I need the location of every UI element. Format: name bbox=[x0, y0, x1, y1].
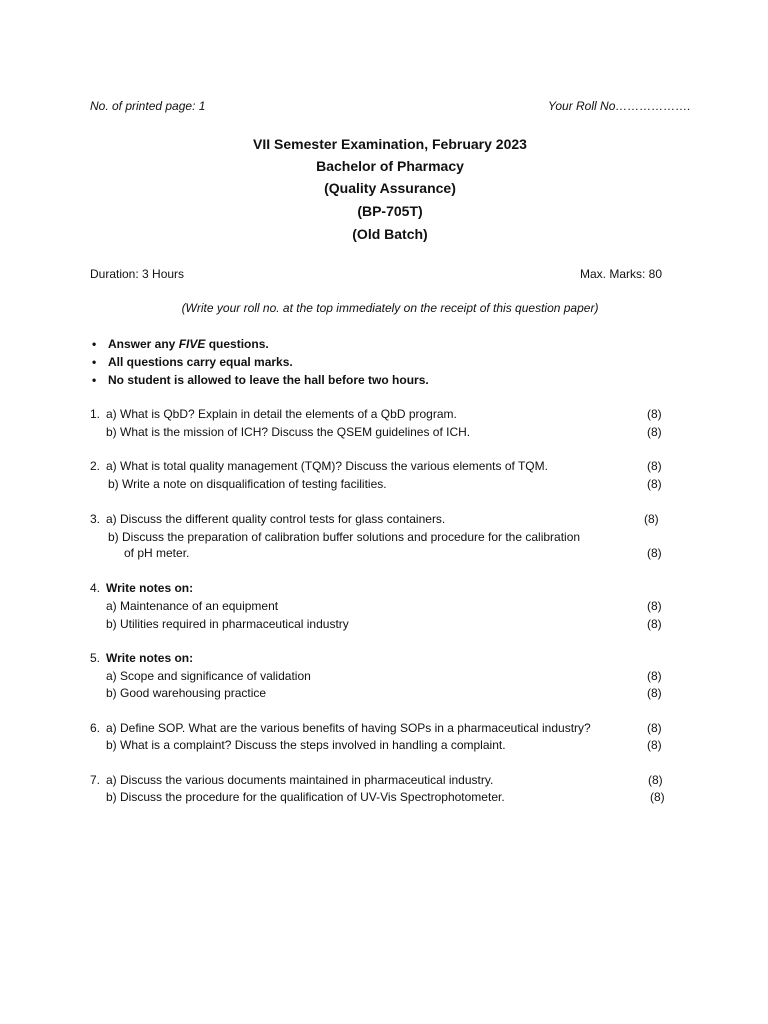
marks: (8) bbox=[647, 425, 662, 439]
marks: (8) bbox=[647, 686, 662, 700]
duration: Duration: 3 Hours bbox=[90, 267, 185, 281]
question-part: b) What is the mission of ICH? Discuss the QSEM guidelines of ICH. bbox=[106, 425, 471, 439]
question-part: a) Discuss the different quality control tests for glass containers. bbox=[106, 512, 446, 526]
question-part: a) Maintenance of an equipment bbox=[106, 599, 279, 613]
question-number: 7. bbox=[90, 773, 101, 787]
degree-title: Bachelor of Pharmacy bbox=[316, 158, 464, 174]
question-number: 4. bbox=[90, 581, 101, 595]
marks: (8) bbox=[647, 459, 662, 473]
question-part: b) Write a note on disqualification of testing facilities. bbox=[108, 477, 387, 491]
question-part-continued: of pH meter. bbox=[124, 546, 190, 560]
rule-emphasis: FIVE bbox=[178, 337, 206, 351]
marks: (8) bbox=[647, 669, 662, 683]
marks: (8) bbox=[647, 407, 662, 421]
question-part: a) What is total quality management (TQM)? Discuss the various elements of TQM. bbox=[106, 459, 548, 473]
marks: (8) bbox=[647, 477, 662, 491]
marks: (8) bbox=[647, 738, 662, 752]
rule-no-leave bbox=[92, 373, 429, 387]
rule-answer-five bbox=[92, 337, 269, 351]
question-part: b) Discuss the procedure for the qualification of UV-Vis Spectrophotometer. bbox=[106, 790, 505, 804]
question-number: 3. bbox=[90, 512, 101, 526]
marks: (8) bbox=[648, 773, 663, 787]
question-number: 2. bbox=[90, 459, 101, 473]
marks: (8) bbox=[647, 721, 662, 735]
question-part: b) Utilities required in pharmaceutical industry bbox=[106, 617, 349, 631]
question-part: a) Scope and significance of validation bbox=[106, 669, 311, 683]
question-part: b) What is a complaint? Discuss the steps involved in handling a complaint. bbox=[106, 738, 506, 752]
rule-text: questions. bbox=[205, 337, 269, 351]
question-part: a) Discuss the various documents maintained in pharmaceutical industry. bbox=[106, 773, 494, 787]
question-part: b) Discuss the preparation of calibration buffer solutions and procedure for the calibration bbox=[108, 530, 581, 544]
bullet-icon: • bbox=[92, 373, 97, 387]
question-number: 5. bbox=[90, 651, 101, 665]
marks: (8) bbox=[647, 617, 662, 631]
batch-label: (Old Batch) bbox=[352, 226, 428, 242]
bullet-icon: • bbox=[92, 355, 97, 369]
course-code: (BP-705T) bbox=[357, 203, 423, 219]
rule-text: All questions carry equal marks. bbox=[108, 355, 293, 369]
marks: (8) bbox=[644, 512, 659, 526]
bullet-icon: • bbox=[92, 337, 97, 351]
roll-instruction: (Write your roll no. at the top immediately on the receipt of this question paper) bbox=[181, 301, 599, 315]
rule-text: Answer any bbox=[108, 337, 179, 351]
exam-title: VII Semester Examination, February 2023 bbox=[253, 136, 527, 152]
marks: (8) bbox=[647, 599, 662, 613]
question-number: 6. bbox=[90, 721, 101, 735]
question-heading: Write notes on: bbox=[106, 651, 194, 665]
question-part: b) Good warehousing practice bbox=[106, 686, 267, 700]
question-number: 1. bbox=[90, 407, 101, 421]
question-part: a) Define SOP. What are the various benefits of having SOPs in a pharmaceutical industry? bbox=[106, 721, 591, 735]
question-part: a) What is QbD? Explain in detail the elements of a QbD program. bbox=[106, 407, 457, 421]
roll-number-field: Your Roll No………………. bbox=[548, 99, 691, 113]
max-marks: Max. Marks: 80 bbox=[580, 267, 663, 281]
question-heading: Write notes on: bbox=[106, 581, 194, 595]
subject-title: (Quality Assurance) bbox=[324, 180, 456, 196]
rule-text: No student is allowed to leave the hall before two hours. bbox=[108, 373, 429, 387]
marks: (8) bbox=[647, 546, 662, 560]
printed-pages-note: No. of printed page: 1 bbox=[90, 99, 206, 113]
rule-equal-marks bbox=[92, 355, 293, 369]
marks: (8) bbox=[650, 790, 665, 804]
